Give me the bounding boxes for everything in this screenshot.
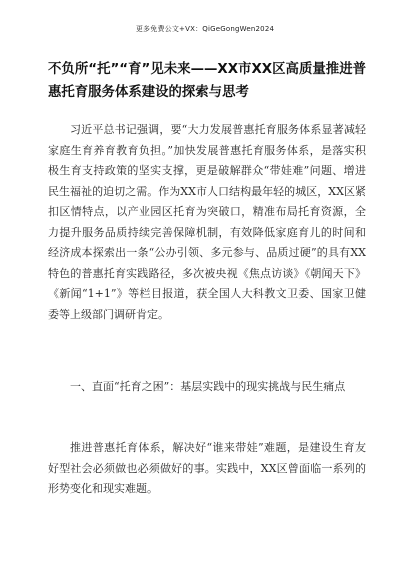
body-paragraph-section-one: 推进普惠托育体系，解决好“谁来带娃”难题，是建设生育友好型社会必须做也必须做好的事。实践中，XX区曾面临一系列的形势变化和现实难题。 [48,441,366,495]
page-header: 更多免费公文+VX：QiGeGongWen2024 [135,25,275,33]
section-heading: 一、直面“托育之困”：基层实践中的现实挑战与民生痛点 [70,380,346,393]
document-title: 不负所“托”“育”见未来——XX市XX区高质量推进普惠托育服务体系建设的探索与思考 [48,62,366,100]
body-paragraph-intro: 习近平总书记强调，要“大力发展普惠托育服务体系显著减轻家庭生育养育教育负担。”加快发展普惠托育服务体系，是落实积极生育支持政策的坚实支撑，更是破解群众“带娃难”问题、增进民生福祉的迫切之需。作为XX市人口结构最年轻的城区，XX区紧扣区情特点，以产业园区托育为突破口，精准布局托育资源，全力提升服务品质持续完善保障机制，有效降低家庭育儿的时间和经济成本探索出一条“公办引领、多元参与、品质过硬”的具有XX特色的普惠托育实践路径，多次被央视《焦点访谈》《朝闻天下》《新闻“1+1”》等栏目报道，获全国人大科教文卫委、国家卫健委等上级部门调研肯定。 [48,123,366,321]
